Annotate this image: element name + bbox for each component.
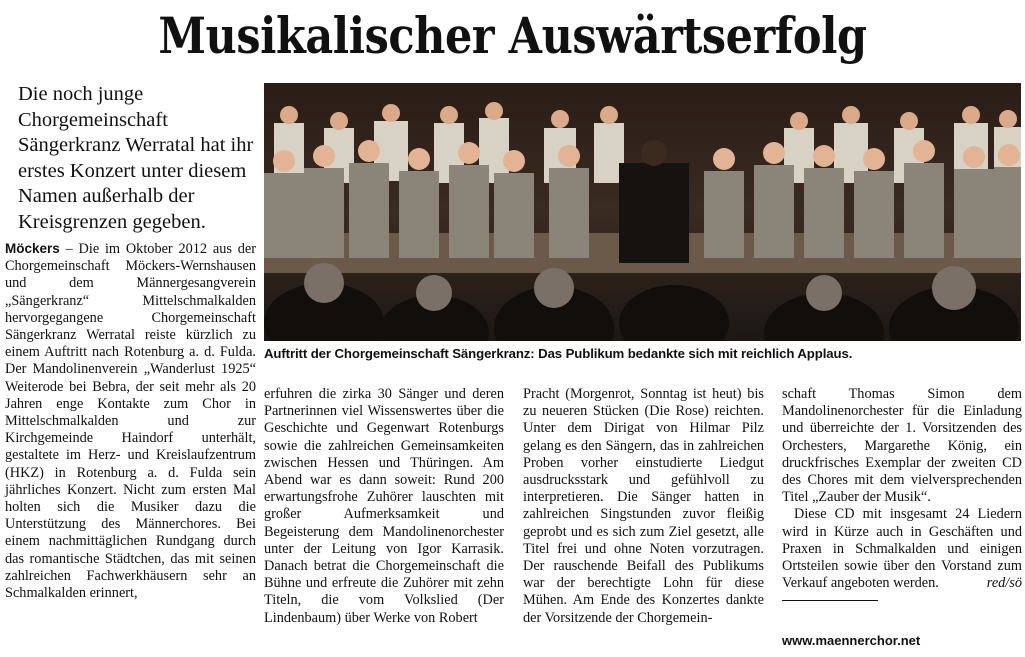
- article-column-3: [523, 386, 764, 627]
- article-column-1: [5, 240, 256, 602]
- column-4-paragraph-1: schaft Thomas Simon dem Mandolinenorchester für die Einladung und überreichte der 1. Vorsitzenden des Orchesters, Margarethe König, ein druckfrisches Exemplar der zweiten CD des Chores mit dem vielversprechenden Titel „Zauber der Musik“.: [782, 386, 1022, 506]
- article-column-4: [782, 386, 1022, 601]
- article-headline: Musikalischer Auswärtserfolg: [158, 6, 867, 65]
- website-link[interactable]: www.maennerchor.net: [782, 633, 921, 648]
- concert-photo: [264, 83, 1021, 341]
- column-3-text: Pracht (Morgenrot, Sonntag ist heut) bis zu neueren Stücken (Die Rose) reichten. Unter dem Dirigat von Hilmar Pilz gelang es den Sängern, das in zahlreichen Proben vorher einstudierte Liedgut ausdrucksstark und gefühlvoll zu interpretieren. Die Sänger hatten in zahlreichen Singstunden zuvor fleißig geprobt und es sich zum Ziel gesetzt, alle Titel frei und ohne Noten vorzutragen. Der rauschende Beifall des Publikums war der berechtigte Lohn für diese Mühen. Am Ende des Konzertes dankte der Vorsitzende der Chorgemein-: [523, 386, 764, 626]
- column-1-text: – Die im Oktober 2012 aus der Chorgemeinschaft Möckers-Wernshausen und dem Männergesangverein „Sängerkranz“ Mittelschmalkalden hervorgegangene Chorgemeinschaft Sängerkranz Werratal reiste kürzlich zu einem Auftritt nach Rotenburg a. d. Fulda. Der Mandolinenverein „Wanderlust 1925“ Weiterode bei Bebra, der seit mehr als 20 Jahren enge Kontakte zum Chor in Mittelschmalkalden und zur Kirchgemeinde Haindorf unterhält, gestaltete im Herz- und Kreislaufzentrum (HKZ) in Rotenburg a. d. Fulda sein jährliches Konzert. Nicht zum ersten Mal holten sich die Musiker dazu die Unterstützung des Männerchores. Bei einem nachmittäglichen Rundgang durch das romantische Städtchen, das mit seinen zahlreichen Fachwerkhäusern sehr an Schmalkalden erinnert,: [5, 241, 256, 602]
- column-2-text: erfuhren die zirka 30 Sänger und deren Partnerinnen viel Wissenswertes über die Geschichte und Gegenwart Rotenburgs sowie die zahlreichen Gemeinsamkeiten zwischen Hessen und Thüringen. Am Abend war es dann soweit: Rund 200 erwartungsfrohe Zuhörer lauschten mit großer Aufmerksamkeit und Begeisterung dem Mandolinenorchester unter der Leitung von Igor Karrasik. Danach betrat die Chorgemeinschaft die Bühne und erfreute die Zuhörer mit zehn Titeln, die vom Volkslied (Der Lindenbaum) über Werke von Robert: [264, 386, 504, 626]
- column-4-paragraph-2: Diese CD mit insgesamt 24 Liedern wird in Kürze auch in Geschäften und Praxen in Schmalkalden und einigen Ortsteilen sowie über den Vorstand zum Verkauf angeboten werden.: [782, 506, 1022, 592]
- article-column-2: [264, 386, 504, 627]
- photo-caption: Auftritt der Chorgemeinschaft Sängerkranz: Das Publikum bedankte sich mit reichlich Applaus.: [264, 346, 853, 361]
- article-lede: Die noch junge Chorgemeinschaft Sängerkranz Werratal hat ihr erstes Konzert unter diesem Namen außerhalb der Kreisgrenzen gegeben.: [18, 83, 254, 233]
- dateline: Möckers: [5, 241, 60, 256]
- choir-image-svg: [264, 83, 1021, 341]
- author-credit: red/sö: [986, 575, 1022, 592]
- divider: [782, 600, 878, 601]
